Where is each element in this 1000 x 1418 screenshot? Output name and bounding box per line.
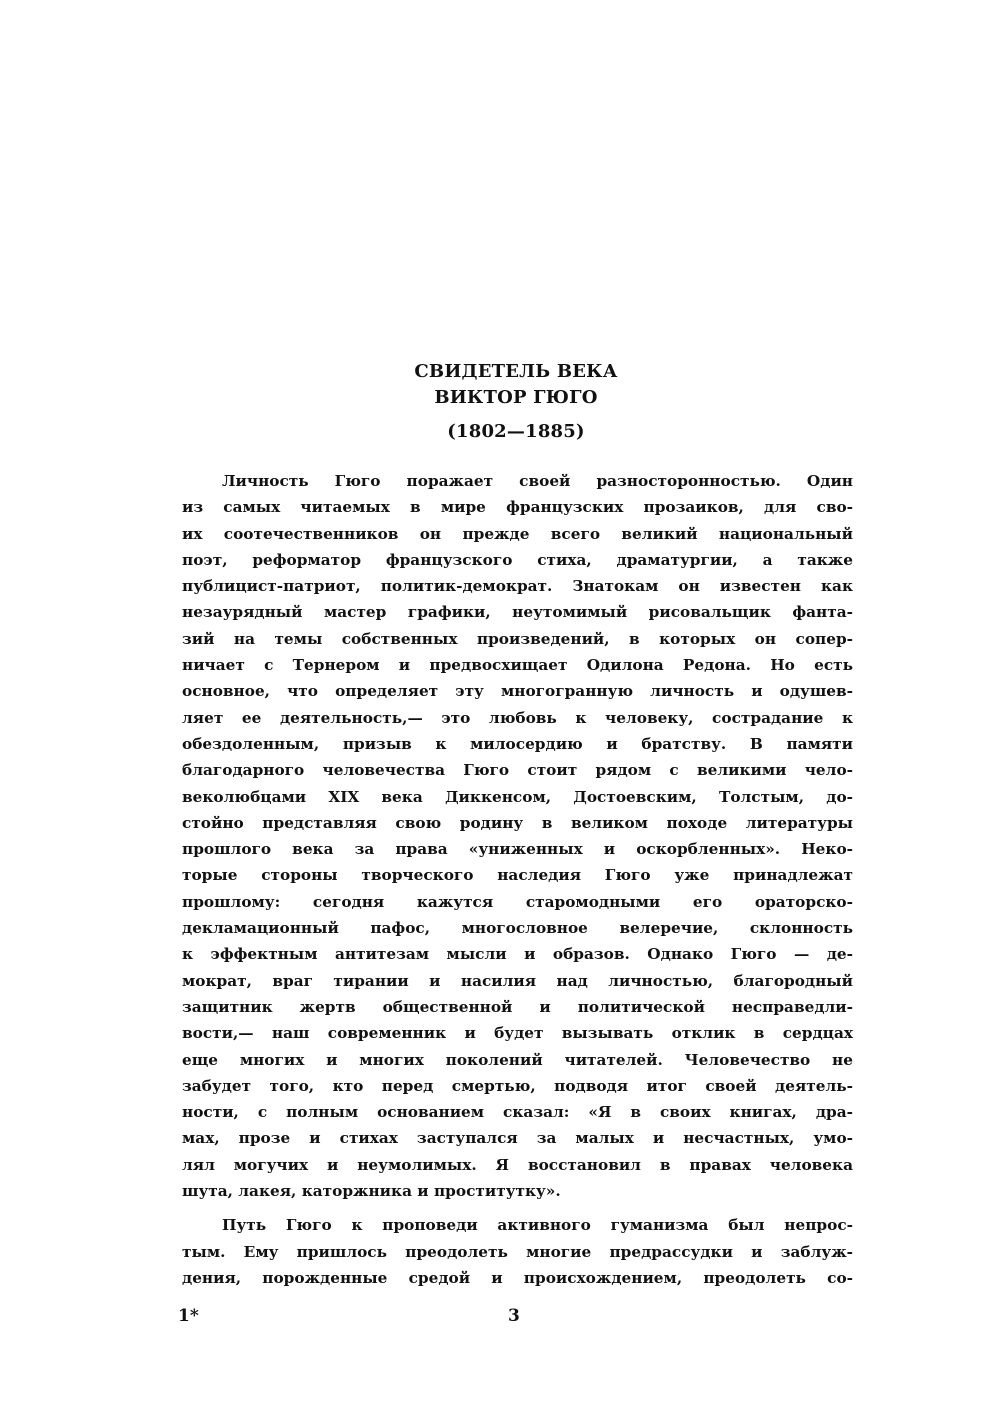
text-line: шута, лакея, каторжника и проститутку». [182, 1182, 561, 1201]
text-line: мократ, враг тирании и насилия над личностью, благородный [182, 971, 853, 990]
text-line: к эффектным антитезам мысли и образов. Однако Гюго — де- [182, 945, 853, 964]
title-line-1: СВИДЕТЕЛЬ ВЕКА [414, 361, 618, 382]
text-line: лял могучих и неумолимых. Я восстановил в правах человека [182, 1155, 853, 1174]
text-line: ничает с Тернером и предвосхищает Одилона Редона. Но есть [182, 656, 853, 675]
text-line: обездоленным, призыв к милосердию и братству. В памяти [182, 734, 853, 753]
text-line: тым. Ему пришлось преодолеть многие предрассудки и заблуж- [182, 1242, 853, 1261]
body-text [182, 468, 853, 1291]
text-line: поэт, реформатор французского стиха, драматургии, а также [182, 550, 853, 569]
text-line: защитник жертв общественной и политической несправедли- [182, 997, 853, 1016]
text-line: веколюбцами XIX века Диккенсом, Достоевским, Толстым, до- [182, 787, 853, 806]
text-line: ляет ее деятельность,— это любовь к человеку, сострадание к [182, 708, 853, 727]
text-line: публицист-патриот, политик-демократ. Знатокам он известен как [182, 577, 853, 596]
text-line: основное, что определяет эту многогранную личность и одушев- [182, 682, 853, 701]
text-line: их соотечественников он прежде всего великий национальный [182, 524, 853, 543]
text-line: Путь Гюго к проповеди активного гуманизма был непрос- [222, 1216, 853, 1235]
text-line: дения, порожденные средой и происхождением, преодолеть со- [182, 1268, 853, 1287]
text-line: ности, с полным основанием сказал: «Я в своих книгах, дра- [182, 1103, 853, 1122]
text-line: прошлому: сегодня кажутся старомодными его ораторско- [182, 892, 853, 911]
text-line: еще многих и многих поколений читателей. Человечество не [182, 1050, 853, 1069]
text-line: незаурядный мастер графики, неутомимый рисовальщик фанта- [182, 603, 853, 622]
text-line: прошлого века за права «униженных и оскорбленных». Неко- [182, 840, 853, 859]
text-line: вости,— наш современник и будет вызывать отклик в сердцах [182, 1024, 853, 1043]
text-line: Личность Гюго поражает своей разносторонностью. Один [222, 472, 853, 490]
text-line: стойно представляя свою родину в великом походе литературы [182, 813, 853, 832]
text-line: торые стороны творческого наследия Гюго уже принадлежат [182, 866, 853, 885]
text-line: забудет того, кто перед смертью, подводя итог своей деятель- [182, 1076, 853, 1095]
page-number: 3 [508, 1306, 520, 1326]
title-line-2: ВИКТОР ГЮГО [434, 387, 598, 408]
text-line: мах, прозе и стихах заступался за малых и несчастных, умо- [182, 1129, 853, 1148]
title-dates: (1802—1885) [447, 421, 585, 442]
text-line: декламационный пафос, многословное велеречие, склонность [182, 919, 853, 938]
paragraph-gap [182, 1204, 853, 1212]
text-line: благодарного человечества Гюго стоит рядом с великими чело- [182, 761, 853, 780]
signature-mark: 1* [178, 1306, 199, 1326]
text-line: зий на темы собственных произведений, в которых он сопер- [182, 629, 853, 648]
text-line: из самых читаемых в мире французских прозаиков, для сво- [182, 498, 853, 517]
